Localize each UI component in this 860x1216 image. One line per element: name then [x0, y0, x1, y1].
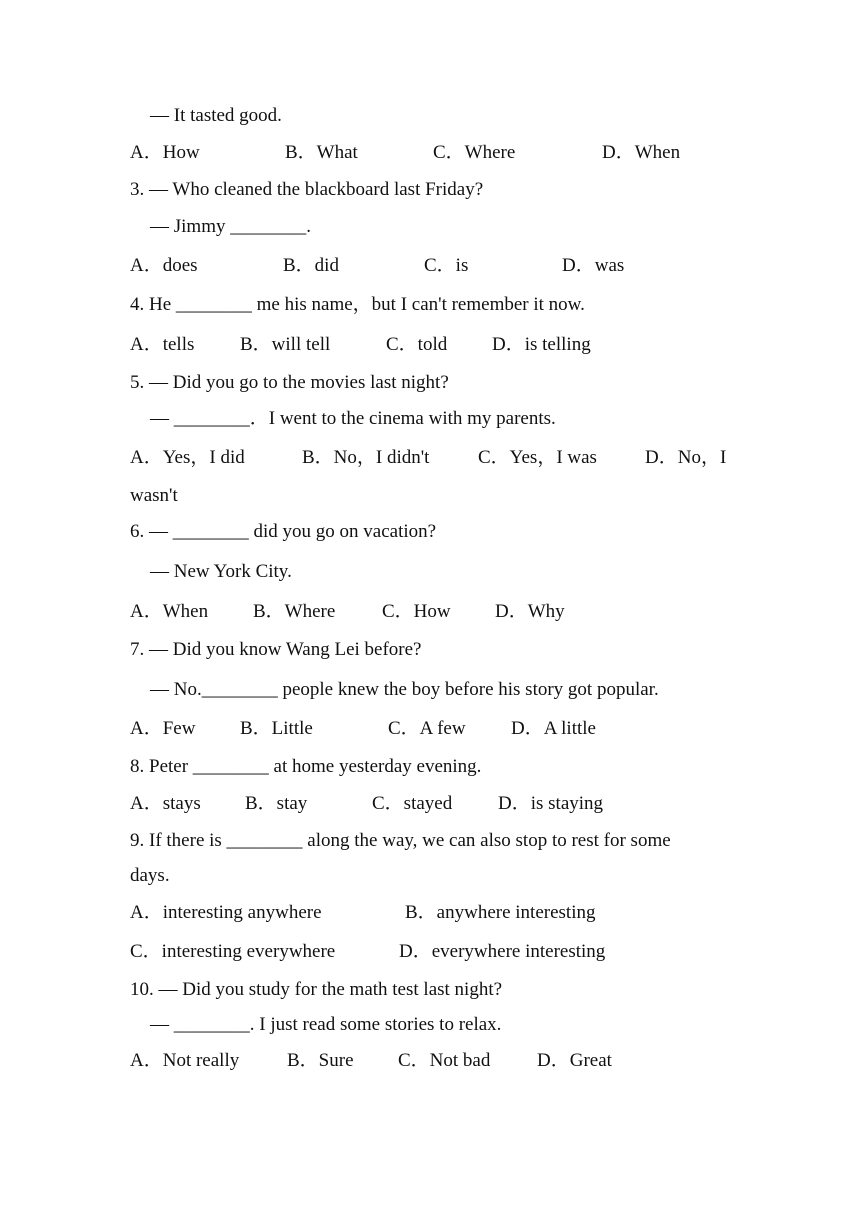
option-a: A．How — [130, 142, 200, 163]
option-b: B．anywhere interesting — [405, 902, 596, 923]
answer-text: — Jimmy ________. — [150, 216, 311, 237]
option-c: C．Not bad — [398, 1050, 491, 1071]
stem-text: 10. — Did you study for the math test last night? — [130, 979, 503, 1000]
option-c: C．is — [424, 255, 469, 276]
option-b: B．Sure — [287, 1050, 354, 1071]
q5-options — [0, 446, 727, 470]
option-d: D．When — [602, 142, 681, 163]
stem-text: 4. He ________ me his name，but I can't remember it now. — [130, 294, 585, 315]
option-c: C．stayed — [372, 793, 453, 814]
option-a: A．stays — [130, 793, 201, 814]
option-d: D．A little — [511, 718, 596, 739]
option-d: D．is staying — [498, 793, 604, 814]
q7-options — [0, 717, 596, 741]
stem-text: 6. — ________ did you go on vacation? — [130, 521, 437, 542]
q8-options — [0, 792, 604, 816]
answer-text: — No.________ people knew the boy before his story got popular. — [150, 679, 659, 700]
option-a: A．Not really — [130, 1050, 240, 1071]
option-c: C．Where — [433, 142, 516, 163]
option-b: B．What — [285, 142, 358, 163]
q6-options — [0, 600, 565, 624]
option-d: D．is telling — [492, 334, 591, 355]
option-a: A．Few — [130, 718, 196, 739]
option-d: D．Great — [537, 1050, 612, 1071]
option-c: C．Yes，I was — [478, 447, 597, 468]
option-b: B．Where — [253, 601, 336, 622]
option-b: B．stay — [245, 793, 308, 814]
q4-options — [0, 333, 591, 357]
stem-text: 3. — Who cleaned the blackboard last Friday? — [130, 179, 484, 200]
stem-text: 5. — Did you go to the movies last night? — [130, 372, 449, 393]
option-c: C．interesting everywhere — [130, 941, 336, 962]
option-b: B．Little — [240, 718, 313, 739]
option-d-continued: wasn't — [130, 485, 178, 506]
q2-options — [0, 141, 681, 165]
option-b: B．will tell — [240, 334, 331, 355]
stem-text: 7. — Did you know Wang Lei before? — [130, 639, 422, 660]
option-d: D．everywhere interesting — [399, 941, 606, 962]
option-a: A．When — [130, 601, 209, 622]
option-d: D．Why — [495, 601, 565, 622]
option-b: B．did — [283, 255, 339, 276]
q10-options — [0, 1049, 612, 1073]
option-a: A．interesting anywhere — [130, 902, 322, 923]
option-c: C．told — [386, 334, 448, 355]
option-a: A．tells — [130, 334, 195, 355]
answer-text: — ________. I just read some stories to relax. — [150, 1014, 502, 1035]
option-d: D．No，I — [645, 447, 727, 468]
option-d: D．was — [562, 255, 625, 276]
option-c: C．A few — [388, 718, 466, 739]
stem-text: 9. If there is ________ along the way, we can also stop to rest for some — [130, 830, 671, 851]
stem-text: days. — [130, 865, 170, 886]
q9-options-row2 — [0, 940, 606, 964]
option-b: B．No，I didn't — [302, 447, 430, 468]
option-c: C．How — [382, 601, 451, 622]
answer-text: — New York City. — [150, 561, 292, 582]
stem-text: 8. Peter ________ at home yesterday evening. — [130, 756, 482, 777]
q9-options-row1 — [0, 901, 596, 925]
option-a: A．Yes，I did — [130, 447, 245, 468]
answer-text: — It tasted good. — [150, 105, 282, 126]
option-a: A．does — [130, 255, 198, 276]
answer-text: — ________．I went to the cinema with my parents. — [150, 408, 556, 429]
q3-options — [0, 254, 625, 278]
